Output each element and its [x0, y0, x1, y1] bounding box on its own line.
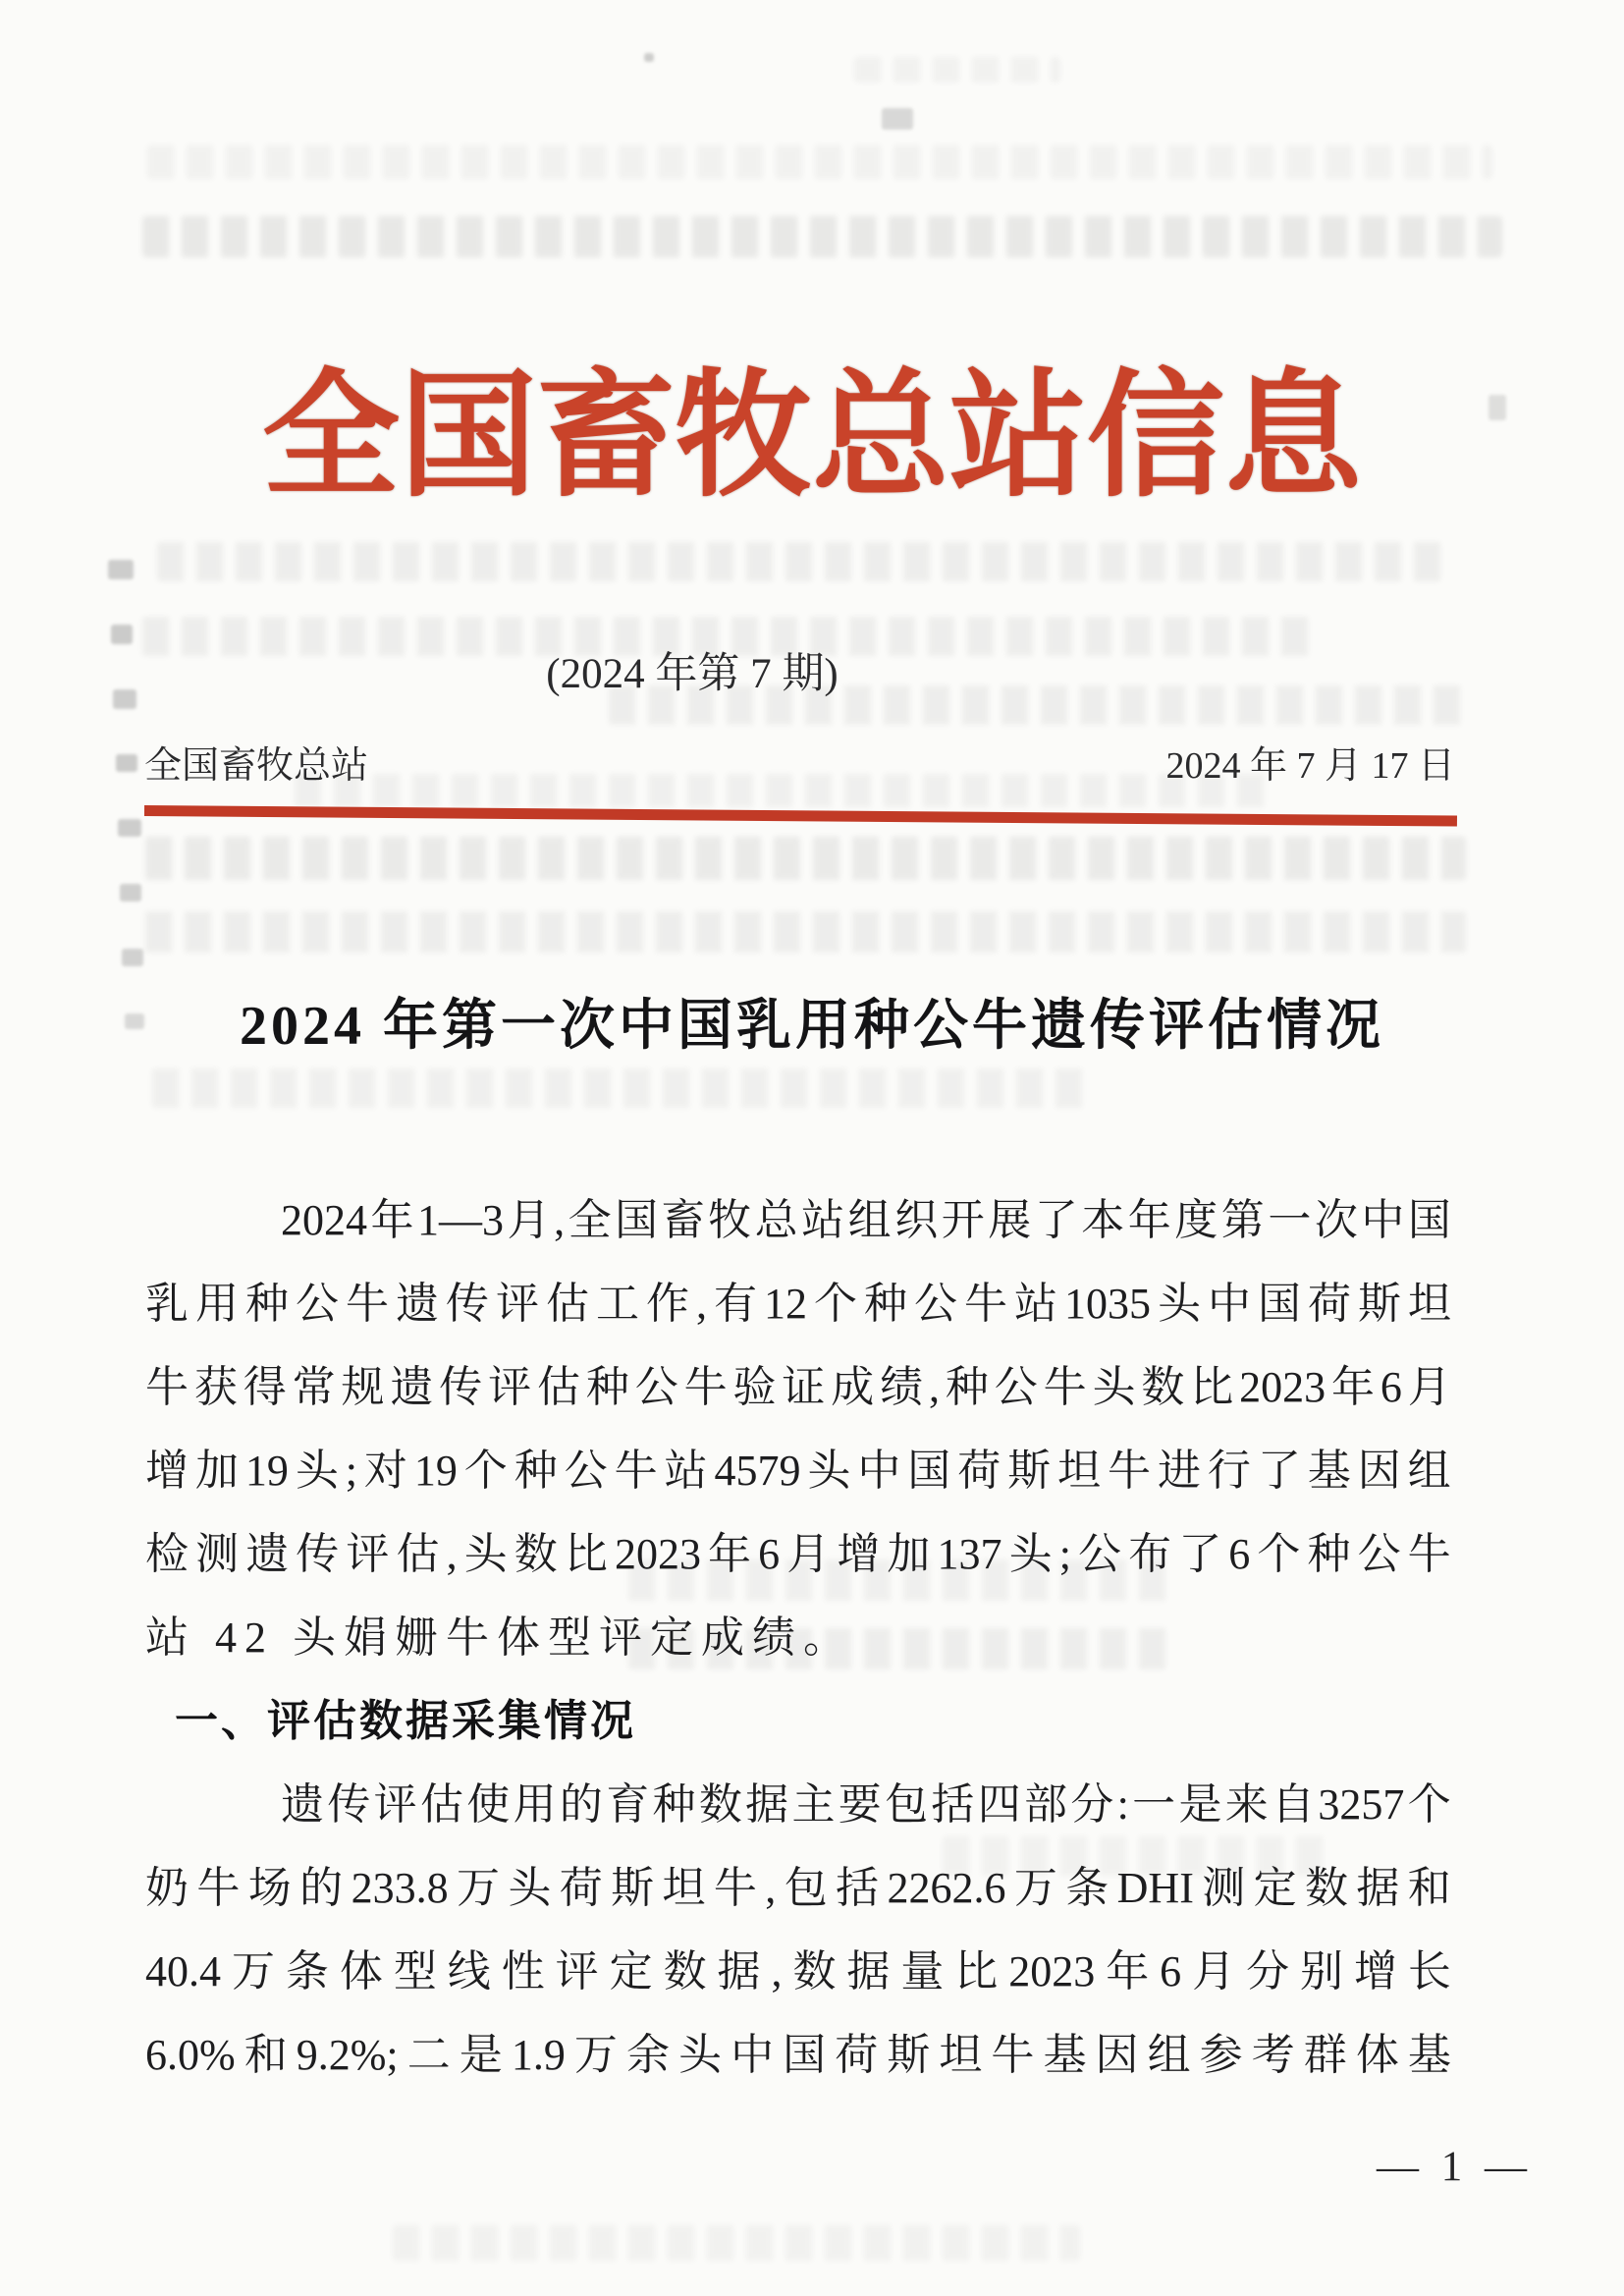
section-heading: 一、评估数据采集情况 [175, 1697, 636, 1745]
bleed-through-artifact [157, 542, 1453, 581]
body-text-line: 奶 牛 场 的 233.8 万 头 荷 斯 坦 牛 , 包 括 2262.6 万 条 DHI 测 定 数 据 和 [145, 1864, 1451, 1912]
bleed-through-artifact [142, 216, 1502, 257]
bleed-through-artifact [854, 57, 1060, 82]
body-text-line: 遗 传 评 估 使 用 的 育 种 数 据 主 要 包 括 四 部 分 : 一 是 来 自 3257 个 [281, 1780, 1451, 1829]
publication-date: 2024 年 7 月 17 日 [1165, 745, 1455, 787]
scan-smudge [122, 949, 143, 966]
bleed-through-artifact [145, 837, 1466, 880]
bleed-through-artifact [393, 2225, 1080, 2261]
newsletter-masthead-title: 全国畜牧总站信息 [261, 361, 1362, 514]
issue-number-line: (2024 年第 7 期) [546, 651, 839, 697]
scan-smudge [120, 884, 141, 902]
bleed-through-artifact [145, 911, 1466, 953]
body-text-line: 2024 年 1—3 月 , 全 国 畜 牧 总 站 组 织 开 展 了 本 年 度 第 一 次 中 国 [281, 1196, 1451, 1244]
article-body [145, 1178, 1451, 2097]
body-text-line: 牛 获 得 常 规 遗 传 评 估 种 公 牛 验 证 成 绩 , 种 公 牛 头 数 比 2023 年 6 月 [145, 1363, 1451, 1411]
body-text-line: 6.0% 和 9.2%; 二 是 1.9 万 余 头 中 国 荷 斯 坦 牛 基 因 组 参 考 群 体 基 [145, 2031, 1451, 2079]
bleed-through-artifact [147, 145, 1492, 179]
publisher-name: 全国畜牧总站 [144, 745, 369, 787]
body-text-line: 增 加 19 头 ; 对 19 个 种 公 牛 站 4579 头 中 国 荷 斯 坦 牛 进 行 了 基 因 组 [145, 1447, 1451, 1495]
scan-smudge [118, 819, 141, 837]
page-number: — 1 — [1377, 2144, 1533, 2190]
masthead-meta-row [144, 735, 1455, 789]
article-title: 2024 年第一次中国乳用种公牛遗传评估情况 [240, 996, 1384, 1057]
body-text-line: 乳 用 种 公 牛 遗 传 评 估 工 作 , 有 12 个 种 公 牛 站 1035 头 中 国 荷 斯 坦 [145, 1280, 1451, 1328]
scan-smudge [644, 53, 654, 62]
bleed-through-artifact [152, 1068, 1085, 1108]
scan-smudge [108, 560, 134, 579]
body-text-line: 检 测 遗 传 评 估 , 头 数 比 2023 年 6 月 增 加 137 头 ; 公 布 了 6 个 种 公 牛 [145, 1530, 1451, 1578]
red-divider-rule [144, 805, 1457, 827]
body-text-line: 40.4 万 条 体 型 线 性 评 定 数 据 , 数 据 量 比 2023 年 6 月 分 别 增 长 [145, 1947, 1451, 1995]
scan-smudge [882, 108, 913, 130]
scan-smudge [116, 754, 137, 772]
body-text-line: 站 42 头娟姗牛体型评定成绩。 [145, 1613, 854, 1662]
